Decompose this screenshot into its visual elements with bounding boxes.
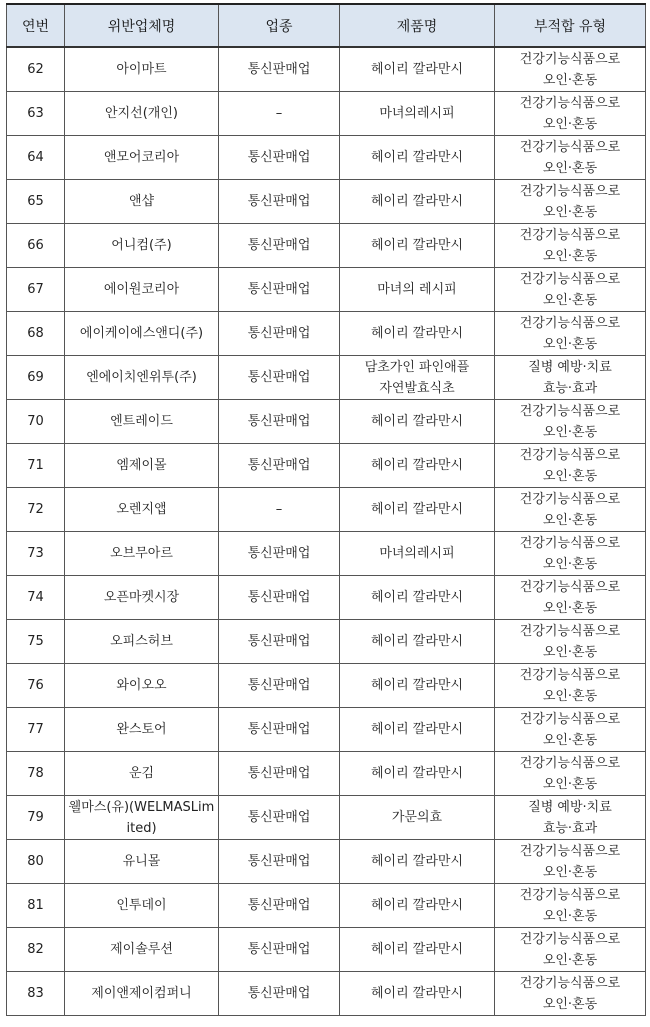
cell-type	[495, 92, 646, 136]
cell-industry: 통신판매업	[219, 268, 340, 312]
cell-type	[495, 708, 646, 752]
cell-product-line: 헤이리 깔라만시	[370, 589, 464, 605]
cell-company	[65, 400, 219, 444]
cell-no: 69	[7, 356, 65, 400]
cell-type	[495, 444, 646, 488]
header-product: 제품명	[340, 4, 495, 47]
cell-type-line: 오인·혼동	[542, 160, 598, 176]
cell-company-line: 앤샵	[128, 193, 155, 209]
cell-company	[65, 576, 219, 620]
cell-industry: 통신판매업	[219, 224, 340, 268]
cell-type-line: 오인·혼동	[542, 600, 598, 616]
cell-industry: 통신판매업	[219, 180, 340, 224]
cell-industry: 통신판매업	[219, 356, 340, 400]
header-type: 부적합 유형	[495, 4, 646, 47]
table-row	[7, 136, 646, 180]
cell-product-line: 헤이리 깔라만시	[370, 237, 464, 253]
cell-company-line: 인투데이	[116, 897, 167, 913]
cell-no: 77	[7, 708, 65, 752]
table-row	[7, 47, 646, 92]
cell-type	[495, 972, 646, 1016]
cell-no: 62	[7, 47, 65, 92]
cell-product-line: 자연발효식초	[379, 380, 455, 396]
cell-product	[340, 444, 495, 488]
cell-no: 71	[7, 444, 65, 488]
cell-type-line: 오인·혼동	[542, 116, 598, 132]
cell-type-line: 오인·혼동	[542, 556, 598, 572]
cell-product-line: 헤이리 깔라만시	[370, 985, 464, 1001]
cell-company-line: 앤모어코리아	[103, 149, 180, 165]
cell-no: 66	[7, 224, 65, 268]
cell-type	[495, 488, 646, 532]
cell-product-line: 마녀의 레시피	[377, 281, 457, 297]
cell-company-line: 아이마트	[116, 61, 167, 77]
cell-company-line: 어니컴(주)	[111, 237, 172, 253]
cell-product	[340, 884, 495, 928]
cell-company-line: ited)	[126, 820, 157, 836]
cell-type-line: 오인·혼동	[542, 776, 598, 792]
cell-type-line: 오인·혼동	[542, 468, 598, 484]
cell-company-line: 운김	[128, 765, 155, 781]
table-row	[7, 488, 646, 532]
cell-industry: 통신판매업	[219, 708, 340, 752]
cell-company-line: 완스토어	[116, 721, 167, 737]
cell-product	[340, 92, 495, 136]
cell-no: 64	[7, 136, 65, 180]
cell-type-line: 오인·혼동	[542, 72, 598, 88]
cell-company	[65, 840, 219, 884]
cell-company	[65, 268, 219, 312]
table-row	[7, 180, 646, 224]
cell-industry: –	[219, 488, 340, 532]
cell-company-line: 오렌지앱	[116, 501, 167, 517]
table-row	[7, 400, 646, 444]
cell-product-line: 헤이리 깔라만시	[370, 193, 464, 209]
cell-company-line: 제이솔루션	[110, 941, 173, 957]
cell-type	[495, 884, 646, 928]
cell-industry: 통신판매업	[219, 884, 340, 928]
cell-type-line: 효능·효과	[542, 380, 598, 396]
cell-company	[65, 180, 219, 224]
cell-product-line: 헤이리 깔라만시	[370, 149, 464, 165]
cell-type	[495, 752, 646, 796]
cell-company-line: 에이케이에스앤디(주)	[79, 325, 204, 341]
cell-type-line: 건강기능식품으로	[519, 843, 621, 859]
cell-no: 75	[7, 620, 65, 664]
header-industry: 업종	[219, 4, 340, 47]
cell-product	[340, 312, 495, 356]
cell-industry: 통신판매업	[219, 136, 340, 180]
cell-product	[340, 664, 495, 708]
header-company: 위반업체명	[65, 4, 219, 47]
cell-product-line: 헤이리 깔라만시	[370, 413, 464, 429]
cell-company-line: 오브무아르	[110, 545, 173, 561]
table-row	[7, 884, 646, 928]
cell-company-line: 오픈마켓시장	[103, 589, 180, 605]
cell-no: 83	[7, 972, 65, 1016]
cell-product-line: 헤이리 깔라만시	[370, 501, 464, 517]
cell-product-line: 헤이리 깔라만시	[370, 677, 464, 693]
cell-no: 79	[7, 796, 65, 840]
cell-type-line: 질병 예방·치료	[528, 799, 612, 815]
cell-company	[65, 136, 219, 180]
cell-product-line: 헤이리 깔라만시	[370, 897, 464, 913]
cell-product	[340, 620, 495, 664]
cell-type-line: 오인·혼동	[542, 864, 598, 880]
table-row	[7, 532, 646, 576]
cell-type-line: 건강기능식품으로	[519, 183, 621, 199]
cell-company	[65, 356, 219, 400]
table-row	[7, 224, 646, 268]
cell-no: 80	[7, 840, 65, 884]
cell-company	[65, 47, 219, 92]
cell-product	[340, 796, 495, 840]
cell-company	[65, 92, 219, 136]
cell-company-line: 유니몰	[122, 853, 161, 869]
cell-company-line: 엔에이치엔위투(주)	[86, 369, 197, 385]
cell-product-line: 헤이리 깔라만시	[370, 457, 464, 473]
cell-company	[65, 796, 219, 840]
cell-company	[65, 620, 219, 664]
cell-type-line: 오인·혼동	[542, 732, 598, 748]
header-no: 연번	[7, 4, 65, 47]
cell-no: 78	[7, 752, 65, 796]
cell-company	[65, 224, 219, 268]
cell-type	[495, 400, 646, 444]
cell-company-line: 오피스허브	[110, 633, 173, 649]
cell-no: 74	[7, 576, 65, 620]
cell-type-line: 건강기능식품으로	[519, 755, 621, 771]
header-row	[7, 4, 646, 47]
table-row	[7, 972, 646, 1016]
violations-table	[6, 3, 646, 1016]
cell-type-line: 건강기능식품으로	[519, 95, 621, 111]
table-header	[7, 4, 646, 47]
cell-type-line: 건강기능식품으로	[519, 579, 621, 595]
cell-product	[340, 840, 495, 884]
cell-company-line: 안지선(개인)	[105, 105, 178, 121]
cell-no: 81	[7, 884, 65, 928]
cell-product	[340, 488, 495, 532]
cell-type	[495, 312, 646, 356]
cell-product-line: 마녀의레시피	[379, 105, 455, 121]
cell-type	[495, 620, 646, 664]
cell-industry: 통신판매업	[219, 752, 340, 796]
cell-no: 72	[7, 488, 65, 532]
cell-company	[65, 444, 219, 488]
cell-product	[340, 708, 495, 752]
cell-product	[340, 972, 495, 1016]
cell-type-line: 건강기능식품으로	[519, 271, 621, 287]
cell-type-line: 건강기능식품으로	[519, 227, 621, 243]
table-row	[7, 840, 646, 884]
cell-type-line: 오인·혼동	[542, 424, 598, 440]
cell-type	[495, 532, 646, 576]
cell-product	[340, 224, 495, 268]
cell-industry: 통신판매업	[219, 532, 340, 576]
cell-type	[495, 47, 646, 92]
cell-type-line: 오인·혼동	[542, 248, 598, 264]
cell-company	[65, 928, 219, 972]
cell-company-line: 에이원코리아	[103, 281, 180, 297]
cell-company	[65, 312, 219, 356]
cell-type	[495, 664, 646, 708]
cell-industry: –	[219, 92, 340, 136]
cell-company	[65, 752, 219, 796]
cell-no: 68	[7, 312, 65, 356]
table-row	[7, 92, 646, 136]
cell-product	[340, 268, 495, 312]
table-row	[7, 708, 646, 752]
cell-type-line: 오인·혼동	[542, 336, 598, 352]
cell-product-line: 헤이리 깔라만시	[370, 633, 464, 649]
cell-type-line: 건강기능식품으로	[519, 535, 621, 551]
cell-type-line: 오인·혼동	[542, 952, 598, 968]
cell-product	[340, 752, 495, 796]
cell-industry: 통신판매업	[219, 312, 340, 356]
table-row	[7, 356, 646, 400]
cell-type-line: 오인·혼동	[542, 996, 598, 1012]
cell-no: 63	[7, 92, 65, 136]
table-body	[7, 47, 646, 1016]
cell-type-line: 건강기능식품으로	[519, 315, 621, 331]
cell-industry: 통신판매업	[219, 576, 340, 620]
cell-no: 82	[7, 928, 65, 972]
cell-type	[495, 136, 646, 180]
cell-no: 70	[7, 400, 65, 444]
cell-industry: 통신판매업	[219, 47, 340, 92]
cell-industry: 통신판매업	[219, 444, 340, 488]
cell-type-line: 건강기능식품으로	[519, 711, 621, 727]
cell-type-line: 건강기능식품으로	[519, 975, 621, 991]
cell-type	[495, 356, 646, 400]
cell-industry: 통신판매업	[219, 972, 340, 1016]
cell-no: 67	[7, 268, 65, 312]
cell-product-line: 헤이리 깔라만시	[370, 853, 464, 869]
cell-type	[495, 224, 646, 268]
cell-company-line: 와이오오	[116, 677, 167, 693]
cell-product-line: 헤이리 깔라만시	[370, 941, 464, 957]
cell-product	[340, 180, 495, 224]
cell-product-line: 헤이리 깔라만시	[370, 61, 464, 77]
cell-company	[65, 972, 219, 1016]
cell-industry: 통신판매업	[219, 620, 340, 664]
cell-type-line: 효능·효과	[542, 820, 598, 836]
cell-type	[495, 180, 646, 224]
cell-type-line: 건강기능식품으로	[519, 447, 621, 463]
table-row	[7, 444, 646, 488]
cell-type	[495, 928, 646, 972]
cell-type	[495, 576, 646, 620]
cell-product-line: 담초가인 파인애플	[364, 359, 470, 375]
cell-product-line: 가문의효	[391, 809, 443, 825]
cell-type-line: 오인·혼동	[542, 204, 598, 220]
table-row	[7, 796, 646, 840]
cell-company-line: 엠제이몰	[116, 457, 167, 473]
cell-product-line: 헤이리 깔라만시	[370, 325, 464, 341]
table-row	[7, 928, 646, 972]
cell-type	[495, 796, 646, 840]
cell-industry: 통신판매업	[219, 664, 340, 708]
cell-type-line: 건강기능식품으로	[519, 623, 621, 639]
cell-no: 65	[7, 180, 65, 224]
cell-type-line: 오인·혼동	[542, 908, 598, 924]
table-row	[7, 576, 646, 620]
cell-product	[340, 576, 495, 620]
cell-industry: 통신판매업	[219, 400, 340, 444]
cell-type-line: 건강기능식품으로	[519, 931, 621, 947]
cell-industry: 통신판매업	[219, 928, 340, 972]
cell-company-line: 엔트레이드	[110, 413, 173, 429]
cell-type	[495, 268, 646, 312]
cell-product	[340, 47, 495, 92]
cell-industry: 통신판매업	[219, 840, 340, 884]
cell-type-line: 오인·혼동	[542, 688, 598, 704]
cell-type-line: 건강기능식품으로	[519, 667, 621, 683]
cell-type-line: 건강기능식품으로	[519, 491, 621, 507]
cell-type-line: 오인·혼동	[542, 644, 598, 660]
cell-company	[65, 488, 219, 532]
cell-type-line: 오인·혼동	[542, 512, 598, 528]
cell-type-line: 오인·혼동	[542, 292, 598, 308]
cell-company-line: 웰마스(유)(WELMASLim	[68, 799, 215, 815]
cell-company	[65, 532, 219, 576]
cell-type	[495, 840, 646, 884]
cell-product	[340, 532, 495, 576]
cell-type-line: 건강기능식품으로	[519, 887, 621, 903]
cell-product	[340, 928, 495, 972]
cell-industry: 통신판매업	[219, 796, 340, 840]
cell-product	[340, 136, 495, 180]
table-row	[7, 664, 646, 708]
table-row	[7, 268, 646, 312]
cell-company	[65, 884, 219, 928]
cell-type-line: 질병 예방·치료	[528, 359, 612, 375]
table-row	[7, 620, 646, 664]
cell-no: 76	[7, 664, 65, 708]
table-row	[7, 752, 646, 796]
cell-product-line: 헤이리 깔라만시	[370, 765, 464, 781]
cell-type-line: 건강기능식품으로	[519, 403, 621, 419]
cell-product	[340, 400, 495, 444]
cell-company	[65, 708, 219, 752]
cell-company	[65, 664, 219, 708]
cell-company-line: 제이앤제이컴퍼니	[91, 985, 192, 1001]
cell-no: 73	[7, 532, 65, 576]
cell-type-line: 건강기능식품으로	[519, 139, 621, 155]
cell-product	[340, 356, 495, 400]
cell-type-line: 건강기능식품으로	[519, 51, 621, 67]
cell-product-line: 마녀의레시피	[379, 545, 455, 561]
cell-product-line: 헤이리 깔라만시	[370, 721, 464, 737]
table-row	[7, 312, 646, 356]
